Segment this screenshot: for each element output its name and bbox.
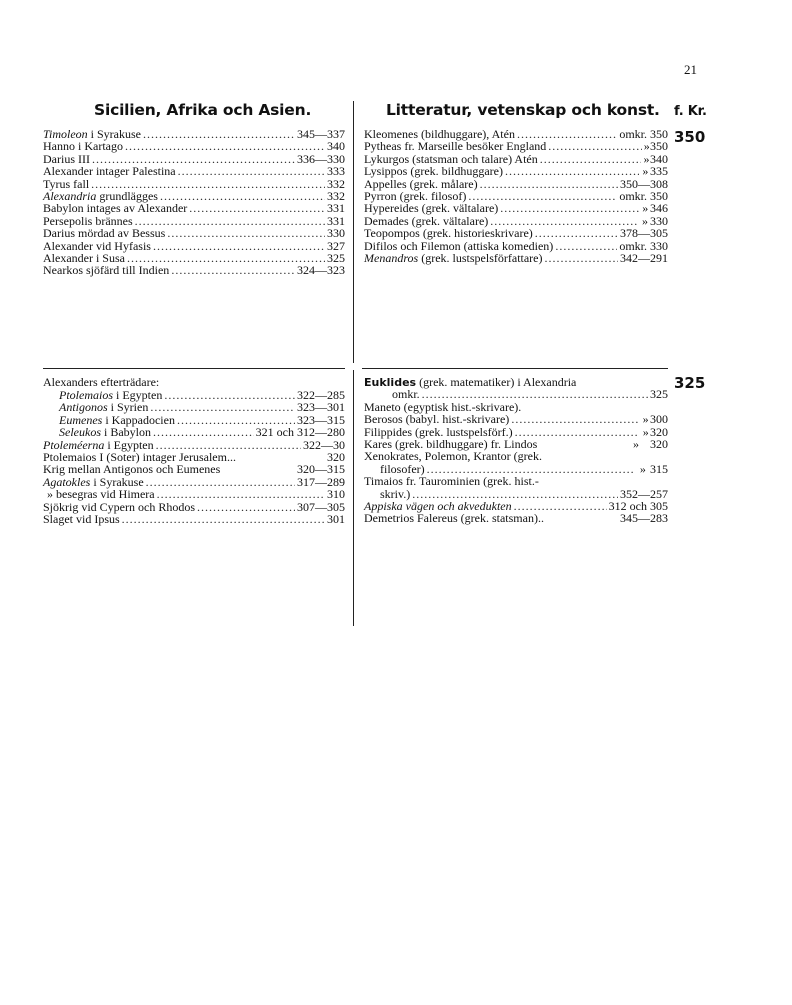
entry-text: i Babylon: [100, 425, 151, 440]
entry-italic-name: Appiska vägen och akvedukten: [364, 498, 512, 513]
entry-label: [43, 513, 120, 525]
entry-text: Appelles (grek. målare): [364, 176, 478, 191]
entry-year: 330: [650, 213, 668, 228]
entry-year: 325: [650, 387, 668, 402]
ditto-mark: »: [639, 461, 646, 476]
entry-text: Difilos och Filemon (attiska komedien): [364, 238, 554, 253]
entry-text: skriv.): [380, 486, 411, 501]
entry-text: Hanno i Kartago: [43, 139, 123, 154]
entry-text: Pyrron (grek. filosof): [364, 188, 467, 203]
entry-year: 332: [327, 176, 345, 191]
bottom-right-list: [364, 376, 668, 525]
year-marker-bottom: 325: [674, 374, 706, 392]
entry-year: 320—315: [297, 462, 345, 477]
column-divider-top: [353, 101, 354, 363]
entry-bold-name: Euklides: [364, 376, 417, 389]
entry-year: 307—305: [297, 499, 345, 514]
entry-text: i Syrakuse: [87, 127, 141, 141]
dot-leader: [153, 240, 325, 252]
dot-leader: [500, 202, 638, 214]
dot-leader: [164, 389, 295, 401]
entry-year: 345—337: [297, 127, 345, 141]
entry-text: Filippides (grek. lustspelsförf.): [364, 424, 513, 439]
list-item: [364, 252, 668, 264]
top-right-list: [364, 128, 668, 264]
entry-year: 324—323: [297, 263, 345, 278]
dot-leader: [122, 513, 325, 525]
entry-text: Hypereides (grek. vältalare): [364, 201, 499, 216]
entry-text: Ptolemaios I (Soter) intager Jerusalem...: [43, 449, 236, 464]
ditto-mark: »: [642, 201, 649, 216]
entry-italic-name: Antigonos: [59, 400, 108, 415]
entry-text: filosofer): [380, 461, 425, 476]
ditto-mark: »: [642, 412, 649, 427]
entry-year: 331: [327, 213, 345, 228]
dot-leader: [143, 128, 295, 140]
entry-text: Berosos (babyl. hist.-skrivare): [364, 412, 510, 427]
dot-leader: [555, 240, 617, 252]
entry-text: grundlägges: [96, 188, 158, 203]
entry-year: 340: [650, 151, 668, 166]
entry-year: omkr. 350: [619, 127, 668, 141]
entry-year: 332: [327, 188, 345, 203]
entry-italic-name: Menandros: [364, 250, 419, 265]
list-item: [364, 512, 668, 524]
entry-year: 322—30: [303, 437, 345, 452]
entry-year: 301: [327, 511, 345, 526]
entry-year: 340: [327, 139, 345, 154]
section-divider-right: [362, 368, 668, 369]
entry-text: i Syrakuse: [90, 474, 144, 489]
entry-text: Lykurgos (statsman och talare) Atén: [364, 151, 538, 166]
year-marker-top: 350: [674, 128, 706, 146]
entry-text: Babylon intages av Alexander: [43, 201, 188, 216]
entry-italic-name: Timoleon: [43, 127, 88, 141]
entry-text: Krig mellan Antigonos och Eumenes: [43, 462, 221, 477]
ditto-mark: »: [642, 164, 649, 179]
column-divider-bottom: [353, 370, 354, 626]
entry-text: i Syrien: [107, 400, 149, 415]
entry-year: 317—289: [297, 474, 345, 489]
entry-italic-name: Ptoleméerna: [43, 437, 105, 452]
entry-year: 346: [650, 201, 668, 216]
entry-text: Kleomenes (bildhuggare), Atén: [364, 127, 515, 141]
entry-text: Alexander i Susa: [43, 250, 125, 265]
entry-text: Slaget vid Ipsus: [43, 511, 120, 526]
entry-year: 322—285: [297, 388, 345, 402]
list-item: [43, 513, 345, 525]
dot-leader: [167, 227, 325, 239]
ditto-mark: »: [643, 139, 650, 154]
entry-year: 333: [327, 164, 345, 179]
dot-leader: [540, 153, 641, 165]
entry-text: omkr.: [392, 387, 420, 402]
ditto-mark: »: [633, 436, 639, 451]
entry-year: 378—305: [620, 226, 668, 241]
entry-year: 350: [650, 139, 668, 154]
entry-text: Nearkos sjöfärd till Indien: [43, 263, 170, 278]
entry-year: 300: [650, 412, 668, 427]
dot-leader: [545, 252, 618, 264]
dot-leader: [548, 140, 641, 152]
section-heading-left: Sicilien, Afrika och Asien.: [94, 101, 312, 119]
entry-year: 323—301: [297, 400, 345, 415]
entry-text: » besegras vid Himera: [47, 487, 155, 502]
ditto-mark: »: [642, 424, 649, 439]
dot-leader: [171, 264, 295, 276]
dot-leader: [125, 140, 325, 152]
dot-leader: [505, 165, 639, 177]
entry-text: Demades (grek. vältalare): [364, 213, 489, 228]
entry-text: Teopompos (grek. historieskrivare): [364, 226, 533, 241]
entry-text: i Egypten: [104, 437, 154, 452]
entry-year: 327: [327, 238, 345, 253]
entry-text: Kares (grek. bildhuggare) fr. Lindos: [364, 436, 538, 451]
dot-leader: [153, 426, 254, 438]
entry-year: 323—315: [297, 412, 345, 427]
entry-year: 320: [650, 424, 668, 439]
entry-label: [43, 264, 169, 276]
list-item: [43, 264, 345, 276]
fkr-label: f. Kr.: [674, 104, 707, 119]
entry-label: [364, 512, 544, 524]
entry-text: Darius III: [43, 151, 90, 166]
entry-year: 325: [327, 250, 345, 265]
entry-italic-name: Agatokles: [43, 474, 91, 489]
entry-italic-name: Eumenes: [59, 412, 103, 427]
entry-year: 350—308: [620, 176, 668, 191]
entry-text: Lysippos (grek. bildhuggare): [364, 164, 503, 179]
entry-text: i Kappadocien: [102, 412, 175, 427]
entry-text: Timaios fr. Taurominien (grek. hist.-: [364, 474, 539, 489]
ditto-mark: »: [643, 151, 650, 166]
dot-leader: [178, 165, 325, 177]
entry-year: 320: [650, 436, 668, 451]
entry-year: 312 och 305: [608, 498, 668, 513]
entry-year: 330: [327, 226, 345, 241]
entry-italic-name: Ptolemaios: [59, 388, 113, 402]
top-left-list: [43, 128, 345, 277]
entry-text: Sjökrig vid Cypern och Rhodos: [43, 499, 195, 514]
entry-year: 310: [327, 487, 345, 502]
entry-year: 345—283: [620, 511, 668, 526]
dot-leader: [189, 202, 325, 214]
entry-year: 342—291: [620, 250, 668, 265]
entry-year: omkr. 350: [619, 188, 668, 203]
entry-text: Alexander intager Palestina: [43, 164, 176, 179]
dot-leader: [197, 501, 295, 513]
entry-italic-name: Seleukos: [59, 425, 101, 440]
entry-text: Tyrus fall: [43, 176, 90, 191]
entry-year: 320: [327, 449, 345, 464]
entry-text: (grek. lustspelsförfattare): [418, 250, 543, 265]
entry-year: 315: [650, 461, 668, 476]
dot-leader: [480, 178, 618, 190]
entry-text: Pytheas fr. Marseille besöker England: [364, 139, 547, 154]
entry-text: Maneto (egyptisk hist.-skrivare).: [364, 399, 522, 414]
entry-italic-name: Alexandria: [43, 188, 97, 203]
entry-text: (grek. matematiker) i Alexandria: [416, 375, 577, 389]
dot-leader: [511, 413, 639, 425]
entry-text: Alexander vid Hyfasis: [43, 238, 151, 253]
bottom-left-intro: Alexanders efterträdare:: [43, 375, 160, 389]
section-heading-right: Litteratur, vetenskap och konst.: [386, 101, 660, 119]
entry-text: Persepolis brännes: [43, 213, 133, 228]
entry-label: [364, 252, 543, 264]
dot-leader: [146, 476, 295, 488]
entry-year: 335: [650, 164, 668, 179]
entry-year: omkr. 330: [619, 238, 668, 253]
entry-year: 336—330: [297, 151, 345, 166]
bottom-left-list: [43, 389, 345, 525]
ditto-mark: »: [641, 213, 648, 228]
page-number: 21: [684, 62, 697, 77]
entry-text: i Egypten: [113, 388, 163, 402]
entry-year: 352—257: [620, 486, 668, 501]
entry-text: Xenokrates, Polemon, Krantor (grek.: [364, 449, 542, 464]
entry-text: Demetrios Falereus (grek. statsman)..: [364, 511, 544, 526]
entry-year: 321 och 312—280: [255, 425, 345, 440]
entry-text: Darius mördad av Bessus: [43, 226, 166, 241]
entry-year: 331: [327, 201, 345, 216]
section-divider-left: [43, 368, 345, 369]
